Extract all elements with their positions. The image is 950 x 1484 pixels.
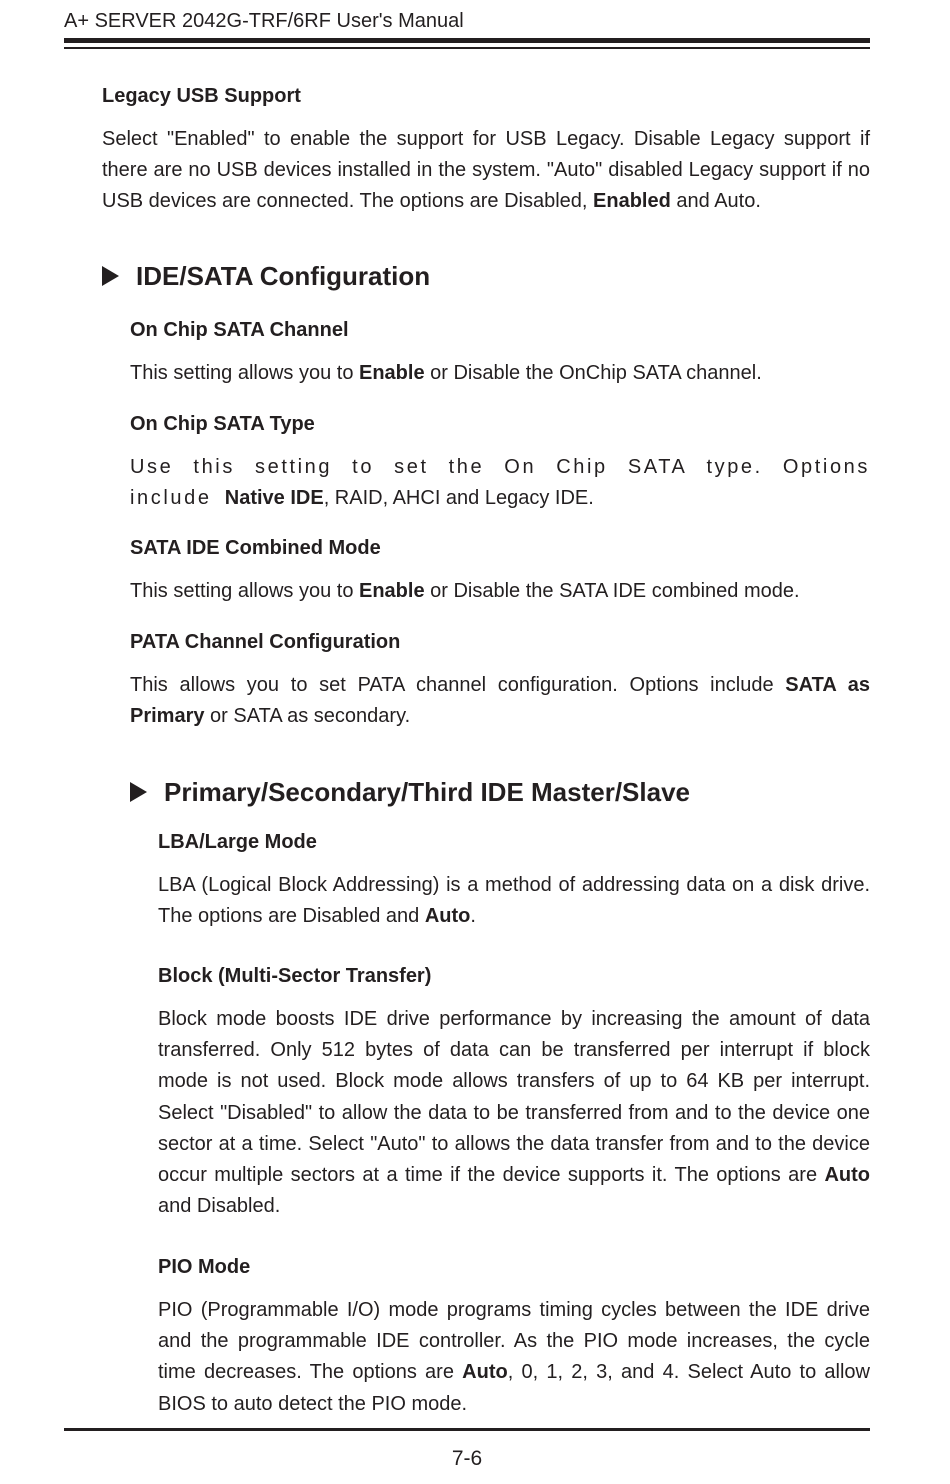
pio-mode-section — [158, 1254, 870, 1420]
pio-mode-heading: PIO Mode — [158, 1256, 251, 1278]
legacy-usb-heading: Legacy USB Support — [102, 85, 301, 107]
lba-large-mode-heading: LBA/Large Mode — [158, 831, 317, 853]
triangle-bullet-icon — [102, 266, 119, 286]
on-chip-sata-type-section — [130, 411, 870, 514]
sata-ide-combined-description: This setting allows you to Enable or Disable the SATA IDE combined mode. — [130, 580, 800, 602]
on-chip-sata-channel-heading: On Chip SATA Channel — [130, 319, 349, 341]
footer-rule — [64, 1428, 870, 1431]
on-chip-sata-type-description: Use this setting to set the On Chip SATA type. Options include Native IDE, RAID, AHCI and Legacy IDE. — [130, 456, 870, 510]
running-header: A+ SERVER 2042G-TRF/6RF User's Manual — [64, 10, 464, 32]
sata-ide-combined-heading: SATA IDE Combined Mode — [130, 537, 381, 559]
ide-sata-section-heading — [102, 260, 430, 292]
ide-master-slave-section-heading — [130, 776, 690, 808]
lba-large-mode-section — [158, 829, 870, 932]
block-mode-section — [158, 963, 870, 1222]
ide-master-slave-heading-label: Primary/Secondary/Third IDE Master/Slave — [164, 777, 690, 807]
on-chip-sata-channel-section — [130, 317, 870, 389]
page-number: 7-6 — [451, 1447, 483, 1470]
header-rule-thin — [64, 47, 870, 49]
sata-ide-combined-section — [130, 535, 870, 607]
block-mode-heading: Block (Multi-Sector Transfer) — [158, 965, 432, 987]
on-chip-sata-type-heading: On Chip SATA Type — [130, 413, 315, 435]
legacy-usb-description: Select "Enabled" to enable the support for USB Legacy. Disable Legacy support if there are no USB devices installed in the system. "Auto" disabled Legacy support if no USB devices are connected. The options are Disabled, Enabled and Auto. — [102, 128, 870, 213]
pata-channel-heading: PATA Channel Configuration — [130, 631, 401, 653]
triangle-bullet-icon — [130, 782, 147, 802]
legacy-usb-section — [102, 83, 870, 218]
on-chip-sata-channel-description: This setting allows you to Enable or Disable the OnChip SATA channel. — [130, 362, 762, 384]
block-mode-description: Block mode boosts IDE drive performance by increasing the amount of data transferred. Only 512 bytes of data can be transferred per interrupt if block mode is not used. Block mode allows transfers of up to 64 KB per interrupt. Select "Disabled" to allow the data to be transferred from and to the device one sector at a time. Select "Auto" to allows the data transfer from and to the device occur multiple sectors at a time if the device supports it. The options are Auto and Disabled. — [158, 1008, 870, 1218]
ide-sata-heading-label: IDE/SATA Configuration — [136, 261, 431, 291]
header-rule — [64, 38, 870, 43]
pio-mode-description: PIO (Programmable I/O) mode programs timing cycles between the IDE drive and the programmable IDE controller. As the PIO mode increases, the cycle time decreases. The options are Auto, 0, 1, 2, 3, and 4. Select Auto to allow BIOS to auto detect the PIO mode. — [158, 1299, 870, 1415]
lba-large-mode-description: LBA (Logical Block Addressing) is a method of addressing data on a disk drive. The options are Disabled and Auto. — [158, 874, 870, 928]
pata-channel-section — [130, 629, 870, 732]
pata-channel-description: This allows you to set PATA channel configuration. Options include SATA as Primary or SATA as secondary. — [130, 674, 870, 728]
